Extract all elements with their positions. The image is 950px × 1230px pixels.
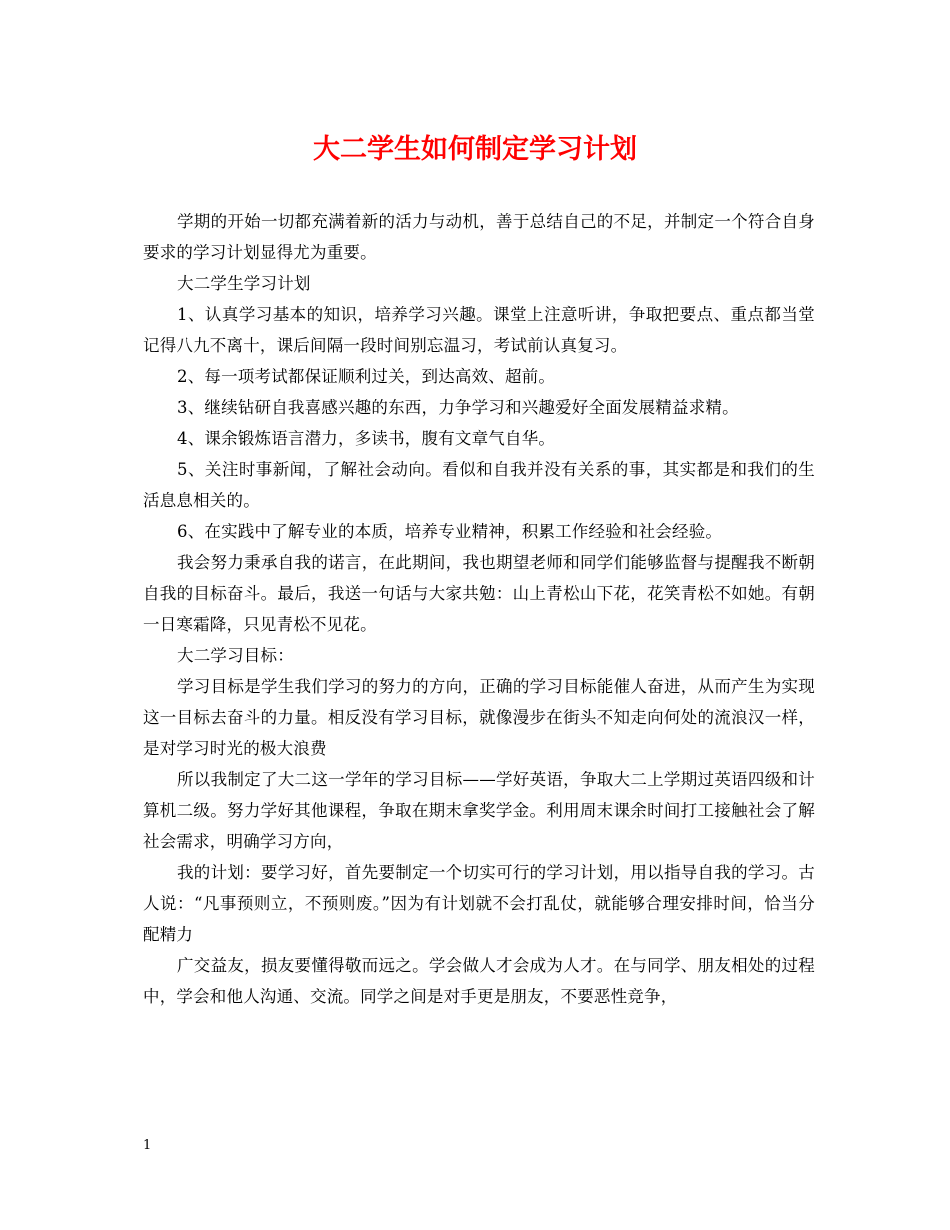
document-body <box>143 206 815 1012</box>
page-number: 1 <box>143 1138 152 1153</box>
paragraph-goal-heading: 大二学习目标： <box>177 646 294 665</box>
paragraph-my-plan: 我的计划：要学习好，首先要制定一个切实可行的学习计划，用以指导自我的学习。古人说：“凡事预则立，不预则废。”因为有计划就不会打乱仗，就能够合理安排时间，恰当分配精力 <box>143 863 815 944</box>
paragraph-plan-item-3: 3、继续钻研自我喜感兴趣的东西，力争学习和兴趣爱好全面发展精益求精。 <box>177 398 739 417</box>
paragraph-plan-item-4: 4、课余锻炼语言潜力，多读书，腹有文章气自华。 <box>177 429 556 448</box>
paragraph-plan-item-5: 5、关注时事新闻，了解社会动向。看似和自我并没有关系的事，其实都是和我们的生活息息相关的。 <box>143 460 815 510</box>
paragraph-plan-item-6: 6、在实践中了解专业的本质，培养专业精神，积累工作经验和社会经验。 <box>177 522 723 541</box>
paragraph-plan-item-2: 2、每一项考试都保证顺利过关，到达高效、超前。 <box>177 367 556 386</box>
paragraph-promise: 我会努力秉承自我的诺言，在此期间，我也期望老师和同学们能够监督与提醒我不断朝自我的目标奋斗。最后，我送一句话与大家共勉：山上青松山下花，花笑青松不如她。有朝一日寒霜降，只见青松不见花。 <box>143 553 815 634</box>
paragraph-plan-heading: 大二学生学习计划 <box>177 274 311 293</box>
document-title: 大二学生如何制定学习计划 <box>313 134 637 165</box>
paragraph-goal-detail: 所以我制定了大二这一学年的学习目标——学好英语，争取大二上学期过英语四级和计算机二级。努力学好其他课程，争取在期末拿奖学金。利用周末课余时间打工接触社会了解社会需求，明确学习方向， <box>143 770 815 851</box>
paragraph-plan-item-1: 1、认真学习基本的知识，培养学习兴趣。课堂上注意听讲，争取把要点、重点都当堂记得八九不离十，课后间隔一段时间别忘温习，考试前认真复习。 <box>143 305 815 355</box>
paragraph-intro: 学期的开始一切都充满着新的活力与动机，善于总结自己的不足，并制定一个符合自身要求的学习计划显得尤为重要。 <box>143 212 815 262</box>
paragraph-friends: 广交益友，损友要懂得敬而远之。学会做人才会成为人才。在与同学、朋友相处的过程中，学会和他人沟通、交流。同学之间是对手更是朋友，不要恶性竞争， <box>143 956 815 1006</box>
paragraph-goal-importance: 学习目标是学生我们学习的努力的方向，正确的学习目标能催人奋进，从而产生为实现这一目标去奋斗的力量。相反没有学习目标，就像漫步在街头不知走向何处的流浪汉一样，是对学习时光的极大浪费 <box>143 677 815 758</box>
